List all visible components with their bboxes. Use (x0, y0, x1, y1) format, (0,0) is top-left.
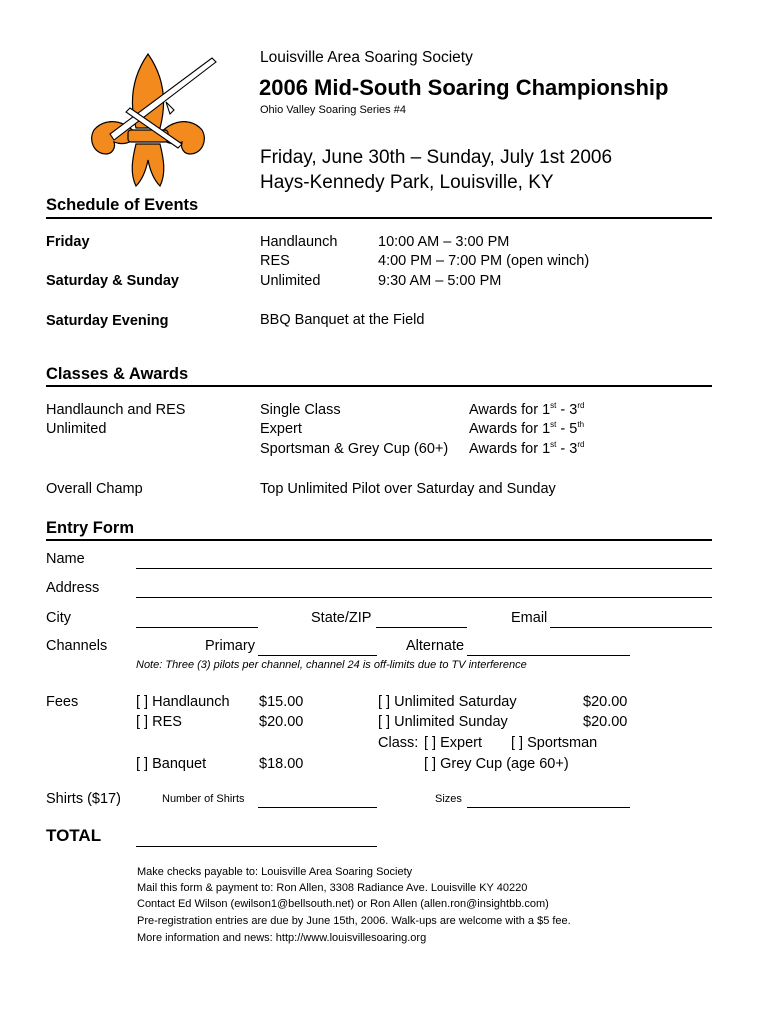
schedule-banquet: BBQ Banquet at the Field (260, 312, 425, 328)
schedule-sat-evening: Saturday Evening (46, 313, 169, 329)
fee-unlimited-saturday-checkbox[interactable]: [ ] Unlimited Saturday (378, 694, 517, 710)
class-sportsman-checkbox[interactable]: [ ] Sportsman (511, 735, 598, 751)
series-subtitle: Ohio Valley Soaring Series #4 (260, 104, 406, 116)
fee-res-price: $20.00 (259, 714, 304, 730)
schedule-sat-sun: Saturday & Sunday (46, 273, 179, 289)
classes-unlimited: Unlimited (46, 421, 107, 437)
schedule-heading: Schedule of Events (46, 196, 199, 214)
fleur-de-lis-glider-logo (84, 48, 218, 190)
sizes-label: Sizes (435, 793, 462, 805)
class-expert: Expert (260, 421, 302, 437)
schedule-unlimited-time: 9:30 AM – 5:00 PM (378, 273, 502, 289)
address-field[interactable] (136, 597, 712, 598)
total-label: TOTAL (46, 826, 102, 845)
schedule-rule (46, 217, 712, 219)
fee-unlimited-sunday-price: $20.00 (583, 714, 628, 730)
class-expert-checkbox[interactable]: [ ] Expert (424, 735, 483, 751)
fee-handlaunch-price: $15.00 (259, 694, 304, 710)
fee-banquet-checkbox[interactable]: [ ] Banquet (136, 756, 207, 772)
footer-mail-to: Mail this form & payment to: Ron Allen, 3308 Radiance Ave. Louisville KY 40220 (137, 882, 528, 894)
alternate-channel-field[interactable] (467, 655, 630, 656)
total-field[interactable] (136, 846, 377, 847)
overall-champ: Overall Champ (46, 481, 143, 497)
email-label: Email (511, 610, 548, 626)
entry-rule (46, 539, 712, 541)
number-of-shirts-label: Number of Shirts (162, 793, 245, 805)
city-field[interactable] (136, 627, 258, 628)
footer-more-info: More information and news: http://www.louisvillesoaring.org (137, 932, 427, 944)
channel-note: Note: Three (3) pilots per channel, channel 24 is off-limits due to TV interference (136, 659, 527, 671)
classes-rule (46, 385, 712, 387)
class-single: Single Class (260, 402, 341, 418)
state-zip-field[interactable] (376, 627, 467, 628)
alternate-label: Alternate (406, 638, 465, 654)
name-field[interactable] (136, 568, 712, 569)
event-location: Hays-Kennedy Park, Louisville, KY (260, 172, 554, 193)
fee-unlimited-saturday-price: $20.00 (583, 694, 628, 710)
city-label: City (46, 610, 71, 626)
classes-heading: Classes & Awards (46, 365, 189, 383)
class-label: Class: (378, 735, 419, 751)
footer-preregistration: Pre-registration entries are due by June 15th, 2006. Walk-ups are welcome with a $5 fee. (137, 915, 571, 927)
event-dates: Friday, June 30th – Sunday, July 1st 2006 (260, 147, 613, 168)
schedule-res-time: 4:00 PM – 7:00 PM (open winch) (378, 253, 590, 269)
page-title: 2006 Mid-South Soaring Championship (259, 75, 669, 100)
fee-handlaunch-checkbox[interactable]: [ ] Handlaunch (136, 694, 230, 710)
channels-label: Channels (46, 638, 108, 654)
sizes-field[interactable] (467, 807, 630, 808)
footer-checks-payable: Make checks payable to: Louisville Area Soaring Society (137, 866, 413, 878)
award-sportsman: Awards for 1st - 3rd (469, 440, 585, 457)
schedule-handlaunch: Handlaunch (260, 234, 338, 250)
fee-res-checkbox[interactable]: [ ] RES (136, 714, 182, 730)
primary-label: Primary (205, 638, 255, 654)
entry-heading: Entry Form (46, 519, 135, 537)
award-single: Awards for 1st - 3rd (469, 401, 585, 418)
grey-cup-checkbox[interactable]: [ ] Grey Cup (age 60+) (424, 756, 569, 772)
name-label: Name (46, 551, 85, 567)
number-of-shirts-field[interactable] (258, 807, 377, 808)
state-zip-label: State/ZIP (311, 610, 372, 626)
footer-contact: Contact Ed Wilson (ewilson1@bellsouth.net) or Ron Allen (allen.ron@insightbb.com) (137, 898, 549, 910)
schedule-friday: Friday (46, 234, 90, 250)
primary-channel-field[interactable] (258, 655, 377, 656)
schedule-res: RES (260, 253, 290, 269)
award-expert: Awards for 1st - 5th (469, 420, 585, 437)
schedule-handlaunch-time: 10:00 AM – 3:00 PM (378, 234, 510, 250)
schedule-unlimited: Unlimited (260, 273, 321, 289)
email-field[interactable] (550, 627, 712, 628)
fees-label: Fees (46, 694, 79, 710)
shirts-label: Shirts ($17) (46, 791, 121, 807)
fee-unlimited-sunday-checkbox[interactable]: [ ] Unlimited Sunday (378, 714, 508, 730)
org-name: Louisville Area Soaring Society (260, 49, 473, 66)
classes-hl-res: Handlaunch and RES (46, 402, 186, 418)
fee-banquet-price: $18.00 (259, 756, 304, 772)
overall-champ-desc: Top Unlimited Pilot over Saturday and Sunday (260, 481, 556, 497)
class-sportsman: Sportsman & Grey Cup (60+) (260, 441, 449, 457)
address-label: Address (46, 580, 100, 596)
